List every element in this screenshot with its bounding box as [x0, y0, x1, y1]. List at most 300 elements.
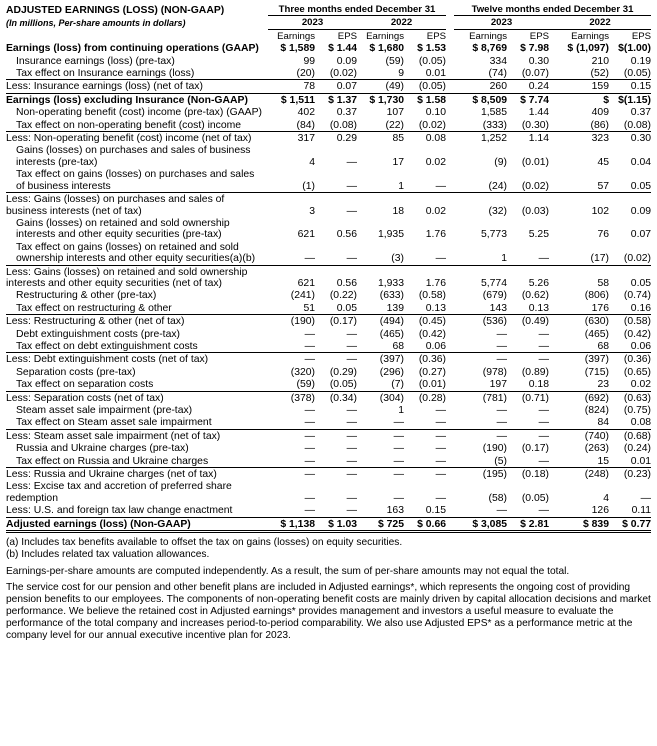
column-gap: [446, 468, 454, 481]
row-label: Less: Gains (losses) on purchases and sales of business interests (net of tax): [6, 193, 268, 217]
row-label: Tax effect on gains (losses) on retained and sold ownership interests and other equity securities(a)(b): [16, 241, 256, 265]
row-label: Gains (losses) on purchases and sales of business interests (pre-tax): [16, 145, 251, 168]
table-row: [6, 315, 651, 328]
earnings-cell: $ (1,097): [567, 43, 609, 55]
earnings-cell: (20): [296, 68, 315, 80]
earnings-cell: —: [304, 417, 315, 429]
eps-cell: (0.02): [418, 119, 446, 131]
eps-cell: 0.09: [336, 55, 357, 67]
column-gap: [446, 353, 454, 366]
eps-cell: $ 1.58: [404, 93, 446, 106]
earnings-cell: 1: [398, 180, 404, 192]
row-label: Less: U.S. and foreign tax law change enactment: [6, 505, 233, 517]
eps-cell: 0.04: [630, 156, 652, 168]
eps-cell: —: [346, 505, 357, 517]
eps-cell: 0.37: [336, 107, 357, 119]
earnings-cell: 4: [309, 156, 315, 168]
earnings-cell: 58: [549, 265, 609, 289]
eps-cell: —: [346, 328, 357, 340]
table-row: [6, 340, 651, 353]
eps-cell: —: [404, 429, 446, 442]
eps-cell: $ 2.81: [507, 517, 549, 531]
earnings-cell: 18: [357, 193, 404, 217]
earnings-cell: —: [268, 353, 315, 366]
earnings-cell: 78: [268, 80, 315, 93]
eps-cell: 0.07: [315, 80, 357, 93]
eps-cell: (0.45): [404, 315, 446, 328]
row-label: Non-operating benefit (cost) income (pre-tax) (GAAP): [16, 107, 263, 119]
eps-cell: (0.58): [418, 290, 446, 302]
eps-cell: 1.76: [425, 229, 446, 241]
earnings-cell: 45: [597, 156, 609, 168]
eps-cell: (0.24): [623, 443, 652, 455]
row-label: Less: Restructuring & other (net of tax): [6, 315, 268, 328]
earnings-cell: 143: [489, 302, 507, 314]
three-months-header: Three months ended December 31: [268, 4, 446, 16]
eps-cell: $ 1.53: [417, 43, 446, 55]
eps-cell: $ 1.44: [328, 43, 357, 55]
table-row: [6, 106, 651, 118]
earnings-cell: (715): [584, 366, 609, 378]
table-row: [6, 416, 651, 429]
eps-cell: 0.10: [425, 107, 446, 119]
eps-cell: —: [538, 328, 549, 340]
eps-cell: (0.42): [418, 328, 446, 340]
row-label: Insurance earnings (loss) (pre-tax): [16, 55, 175, 67]
earnings-cell: (59): [385, 55, 404, 67]
earnings-cell: (7): [391, 379, 404, 391]
earnings-cell: (465): [379, 328, 404, 340]
eps-cell: 0.15: [609, 80, 651, 93]
row-label: Separation costs (pre-tax): [16, 366, 136, 378]
year-header: 2023: [454, 16, 549, 29]
eps-cell: (0.29): [329, 366, 357, 378]
eps-cell: $ 1.37: [315, 93, 357, 106]
column-gap: [446, 340, 454, 353]
earnings-cell: —: [357, 429, 404, 442]
earnings-cell: —: [496, 417, 507, 429]
earnings-cell: (397): [357, 353, 404, 366]
earnings-cell: 260: [454, 80, 507, 93]
earnings-cell: —: [304, 492, 315, 504]
eps-cell: (0.49): [507, 315, 549, 328]
earnings-cell: —: [268, 468, 315, 481]
eps-cell: —: [435, 253, 446, 265]
eps-cell: (0.02): [521, 180, 549, 192]
earnings-cell: 84: [597, 417, 609, 429]
table-row: [6, 93, 651, 106]
column-gap: [446, 144, 454, 168]
earnings-cell: (296): [379, 366, 404, 378]
eps-cell: (0.71): [507, 391, 549, 404]
earnings-cell: —: [496, 340, 507, 352]
eps-cell: $ 0.77: [609, 517, 651, 531]
earnings-cell: 210: [591, 55, 609, 67]
eps-cell: 0.09: [609, 193, 651, 217]
earnings-cell: (59): [296, 379, 315, 391]
eps-cell: —: [315, 429, 357, 442]
row-label: Less: Debt extinguishment costs (net of tax): [6, 353, 268, 366]
column-gap: [446, 442, 454, 454]
eps-cell: 0.30: [528, 55, 549, 67]
earnings-cell: (824): [584, 405, 609, 416]
table-row: [6, 217, 651, 241]
eps-cell: —: [346, 180, 357, 192]
eps-cell: 0.13: [528, 302, 549, 314]
earnings-cell: (806): [584, 290, 609, 302]
earnings-cell: $ 1,680: [369, 43, 404, 55]
table-row: [6, 517, 651, 531]
eps-cell: $ 7.74: [507, 93, 549, 106]
eps-cell: (0.68): [609, 429, 651, 442]
table-title: ADJUSTED EARNINGS (LOSS) (NON-GAAP): [6, 4, 225, 16]
row-label: Less: Insurance earnings (loss) (net of tax): [6, 80, 268, 93]
eps-cell: $(1.00): [618, 43, 652, 55]
column-gap: [446, 455, 454, 468]
earnings-cell: (49): [357, 80, 404, 93]
eps-cell: (0.89): [521, 366, 549, 378]
earnings-cell: (263): [584, 443, 609, 455]
earnings-cell: 1,933: [357, 265, 404, 289]
eps-cell: (0.05): [404, 80, 446, 93]
earnings-cell: —: [496, 505, 507, 517]
eps-cell: (0.17): [521, 443, 549, 455]
eps-cell: —: [346, 156, 357, 168]
earnings-cell: $ 725: [357, 517, 404, 531]
earnings-cell: —: [454, 429, 507, 442]
earnings-cell: —: [304, 340, 315, 352]
earnings-cell: (241): [290, 290, 315, 302]
row-label: Less: Excise tax and accretion of preferred share redemption: [6, 481, 232, 504]
eps-cell: (0.58): [609, 315, 651, 328]
table-row: [6, 289, 651, 301]
eps-cell: —: [538, 405, 549, 416]
row-label: Tax effect on Insurance earnings (loss): [16, 68, 195, 80]
earnings-cell: 107: [386, 107, 404, 119]
row-label: Adjusted earnings (loss) (Non-GAAP): [6, 517, 268, 531]
earnings-column-header: Earnings: [277, 30, 315, 42]
earnings-cell: (24): [488, 180, 507, 192]
earnings-cell: 402: [297, 107, 315, 119]
column-gap: [446, 93, 454, 106]
earnings-cell: (190): [482, 443, 507, 455]
eps-cell: —: [640, 492, 652, 504]
table-row: [6, 241, 651, 265]
earnings-cell: 3: [268, 193, 315, 217]
earnings-cell: (378): [268, 391, 315, 404]
table-row: [6, 404, 651, 416]
footnote-a: (a) Includes tax benefits available to offset the tax on gains (losses) on equity securities.: [6, 537, 403, 549]
earnings-cell: —: [454, 353, 507, 366]
eps-cell: —: [346, 492, 357, 504]
column-gap: [446, 378, 454, 391]
eps-column-header: EPS: [631, 30, 652, 42]
row-label: Earnings (loss) excluding Insurance (Non-GAAP): [6, 93, 268, 106]
earnings-cell: (22): [385, 119, 404, 131]
eps-cell: —: [346, 455, 357, 467]
eps-cell: —: [538, 253, 549, 265]
column-gap: [446, 119, 454, 132]
eps-cell: —: [538, 505, 549, 517]
eps-cell: —: [435, 405, 446, 416]
eps-cell: 0.05: [609, 265, 651, 289]
row-label: Less: Russia and Ukraine charges (net of tax): [6, 468, 268, 481]
row-label: Russia and Ukraine charges (pre-tax): [16, 443, 189, 455]
earnings-column-header: Earnings: [469, 30, 507, 42]
column-gap: [446, 132, 454, 145]
table-row: [6, 132, 651, 145]
earnings-cell: (52): [590, 68, 609, 80]
earnings-cell: (536): [454, 315, 507, 328]
eps-cell: $ 0.66: [404, 517, 446, 531]
earnings-cell: 621: [268, 265, 315, 289]
earnings-cell: —: [393, 492, 404, 504]
eps-cell: (0.63): [609, 391, 651, 404]
eps-cell: (0.75): [623, 405, 652, 416]
earnings-cell: 1: [501, 253, 507, 265]
earnings-cell: (304): [357, 391, 404, 404]
row-label: Tax effect on Russia and Ukraine charges: [16, 455, 209, 467]
eps-cell: 0.15: [425, 505, 446, 517]
eps-cell: (0.28): [404, 391, 446, 404]
column-gap: [446, 265, 454, 289]
column-gap: [446, 217, 454, 241]
earnings-cell: (978): [482, 366, 507, 378]
eps-cell: 0.06: [630, 340, 652, 352]
eps-cell: 0.30: [609, 132, 651, 145]
eps-cell: 0.37: [630, 107, 652, 119]
eps-cell: (0.01): [418, 379, 446, 391]
eps-cell: 1.76: [404, 265, 446, 289]
eps-cell: —: [507, 429, 549, 442]
earnings-cell: (32): [454, 193, 507, 217]
eps-cell: (0.02): [329, 68, 357, 80]
earnings-cell: 334: [489, 55, 507, 67]
column-gap: [446, 67, 454, 80]
earnings-cell: 102: [549, 193, 609, 217]
table-row: [6, 391, 651, 404]
earnings-cell: 4: [603, 492, 609, 504]
earnings-cell: 57: [597, 180, 609, 192]
column-gap: [446, 328, 454, 340]
eps-cell: 0.56: [315, 265, 357, 289]
eps-cell: 1.44: [528, 107, 549, 119]
eps-cell: (0.17): [315, 315, 357, 328]
earnings-cell: 126: [591, 505, 609, 517]
earnings-cell: (9): [494, 156, 507, 168]
table-row: [6, 67, 651, 80]
eps-cell: 5.26: [507, 265, 549, 289]
earnings-cell: —: [357, 468, 404, 481]
column-gap: [446, 80, 454, 93]
earnings-cell: 99: [303, 55, 315, 67]
eps-cell: (0.18): [507, 468, 549, 481]
eps-cell: 0.01: [630, 455, 652, 467]
earnings-column-header: Earnings: [366, 30, 404, 42]
eps-cell: (0.05): [329, 379, 357, 391]
eps-cell: —: [346, 405, 357, 416]
table-row: [6, 504, 651, 517]
earnings-cell: (195): [454, 468, 507, 481]
earnings-cell: —: [268, 429, 315, 442]
column-gap: [446, 193, 454, 217]
earnings-cell: —: [304, 328, 315, 340]
earnings-cell: (633): [379, 290, 404, 302]
earnings-cell: (1): [302, 180, 315, 192]
eps-cell: (0.30): [521, 119, 549, 131]
earnings-cell: (494): [357, 315, 404, 328]
table-body: [6, 42, 651, 531]
earnings-cell: (3): [391, 253, 404, 265]
earnings-cell: (333): [482, 119, 507, 131]
earnings-cell: 5,774: [454, 265, 507, 289]
eps-cell: $(1.15): [609, 93, 651, 106]
table-row: [6, 193, 651, 217]
column-gap: [446, 366, 454, 378]
eps-cell: —: [346, 340, 357, 352]
earnings-cell: $ 839: [549, 517, 609, 531]
earnings-cell: 323: [549, 132, 609, 145]
table-row: [6, 353, 651, 366]
earnings-cell: 68: [597, 340, 609, 352]
earnings-cell: $: [549, 93, 609, 106]
earnings-cell: $ 8,509: [454, 93, 507, 106]
earnings-cell: 163: [386, 505, 404, 517]
earnings-cell: 1: [398, 405, 404, 416]
earnings-cell: —: [304, 405, 315, 416]
eps-cell: 0.56: [336, 229, 357, 241]
table-row: [6, 442, 651, 454]
row-label: Restructuring & other (pre-tax): [16, 290, 157, 302]
earnings-cell: —: [393, 443, 404, 455]
eps-cell: 0.07: [630, 229, 652, 241]
earnings-cell: $ 1,138: [268, 517, 315, 531]
earnings-cell: 15: [597, 455, 609, 467]
column-gap: [446, 429, 454, 442]
eps-cell: (0.34): [315, 391, 357, 404]
earnings-cell: 23: [597, 379, 609, 391]
column-gap: [446, 404, 454, 416]
earnings-cell: (740): [549, 429, 609, 442]
eps-cell: 0.02: [425, 156, 446, 168]
earnings-cell: (86): [590, 119, 609, 131]
earnings-cell: (465): [584, 328, 609, 340]
earnings-cell: (397): [549, 353, 609, 366]
earnings-cell: 317: [268, 132, 315, 145]
table-row: [6, 168, 651, 192]
eps-cell: —: [315, 468, 357, 481]
column-gap: [446, 106, 454, 118]
earnings-column-header: Earnings: [571, 30, 609, 42]
earnings-cell: 621: [297, 229, 315, 241]
eps-cell: —: [315, 193, 357, 217]
column-gap: [446, 504, 454, 517]
eps-column-header: EPS: [337, 30, 357, 42]
eps-cell: —: [404, 468, 446, 481]
eps-cell: 0.06: [425, 340, 446, 352]
earnings-cell: $ 1,730: [357, 93, 404, 106]
earnings-cell: 1,935: [377, 229, 404, 241]
column-gap: [446, 517, 454, 531]
eps-cell: —: [435, 492, 446, 504]
year-header: 2022: [549, 16, 651, 29]
table-subtitle: (In millions, Per-share amounts in dollars): [6, 17, 186, 28]
eps-column-header: EPS: [529, 30, 549, 42]
earnings-cell: (5): [494, 455, 507, 467]
eps-cell: 0.02: [404, 193, 446, 217]
row-label: Earnings (loss) from continuing operations (GAAP): [6, 43, 259, 55]
eps-cell: 5.25: [528, 229, 549, 241]
earnings-cell: —: [304, 443, 315, 455]
eps-cell: (0.65): [623, 366, 652, 378]
column-gap: [446, 391, 454, 404]
table-row: [6, 302, 651, 315]
earnings-cell: —: [304, 253, 315, 265]
table-row: [6, 468, 651, 481]
year-header: 2022: [357, 16, 446, 29]
eps-cell: —: [538, 417, 549, 429]
row-label: Tax effect on Steam asset sale impairment: [16, 417, 212, 429]
eps-cell: 0.11: [631, 505, 652, 517]
eps-cell: —: [346, 417, 357, 429]
earnings-cell: (74): [488, 68, 507, 80]
column-gap: [446, 416, 454, 429]
earnings-cell: (781): [454, 391, 507, 404]
eps-cell: 0.24: [507, 80, 549, 93]
column-gap: [446, 55, 454, 67]
earnings-cell: (320): [290, 366, 315, 378]
eps-cell: 0.08: [404, 132, 446, 145]
column-gap: [446, 42, 454, 54]
eps-cell: —: [435, 455, 446, 467]
eps-cell: (0.42): [623, 328, 652, 340]
table-row: [6, 42, 651, 54]
eps-cell: —: [538, 455, 549, 467]
row-label: Less: Non-operating benefit (cost) income (net of tax): [6, 132, 268, 145]
table-row: [6, 366, 651, 378]
eps-cell: (0.02): [623, 253, 652, 265]
earnings-cell: 5,773: [480, 229, 507, 241]
column-gap: [446, 315, 454, 328]
table-row: [6, 265, 651, 289]
earnings-cell: —: [496, 405, 507, 416]
earnings-cell: 68: [392, 340, 404, 352]
eps-cell: (0.07): [521, 68, 549, 80]
eps-cell: 0.05: [630, 180, 652, 192]
eps-cell: (0.08): [623, 119, 652, 131]
earnings-cell: 159: [549, 80, 609, 93]
row-label: Gains (losses) on retained and sold ownership interests and other equity securities (pre-tax): [16, 217, 230, 241]
earnings-cell: 197: [489, 379, 507, 391]
eps-cell: 0.18: [528, 379, 549, 391]
table-row: [6, 80, 651, 93]
eps-cell: (0.05): [521, 492, 549, 504]
eps-note-paragraph: Earnings-per-share amounts are computed independently. As a result, the sum of per-share amounts may not equal the total.: [6, 566, 570, 578]
eps-cell: 0.02: [630, 379, 652, 391]
earnings-cell: —: [393, 455, 404, 467]
earnings-cell: 17: [392, 156, 404, 168]
row-label: Less: Steam asset sale impairment (net of tax): [6, 429, 268, 442]
earnings-cell: (190): [268, 315, 315, 328]
eps-cell: $ 1.03: [315, 517, 357, 531]
column-gap: [446, 480, 454, 504]
table-row: [6, 328, 651, 340]
column-gap: [446, 302, 454, 315]
column-gap: [446, 241, 454, 265]
eps-column-header: EPS: [426, 30, 446, 42]
row-label: Less: Separation costs (net of tax): [6, 391, 268, 404]
earnings-cell: 1,585: [480, 107, 507, 119]
